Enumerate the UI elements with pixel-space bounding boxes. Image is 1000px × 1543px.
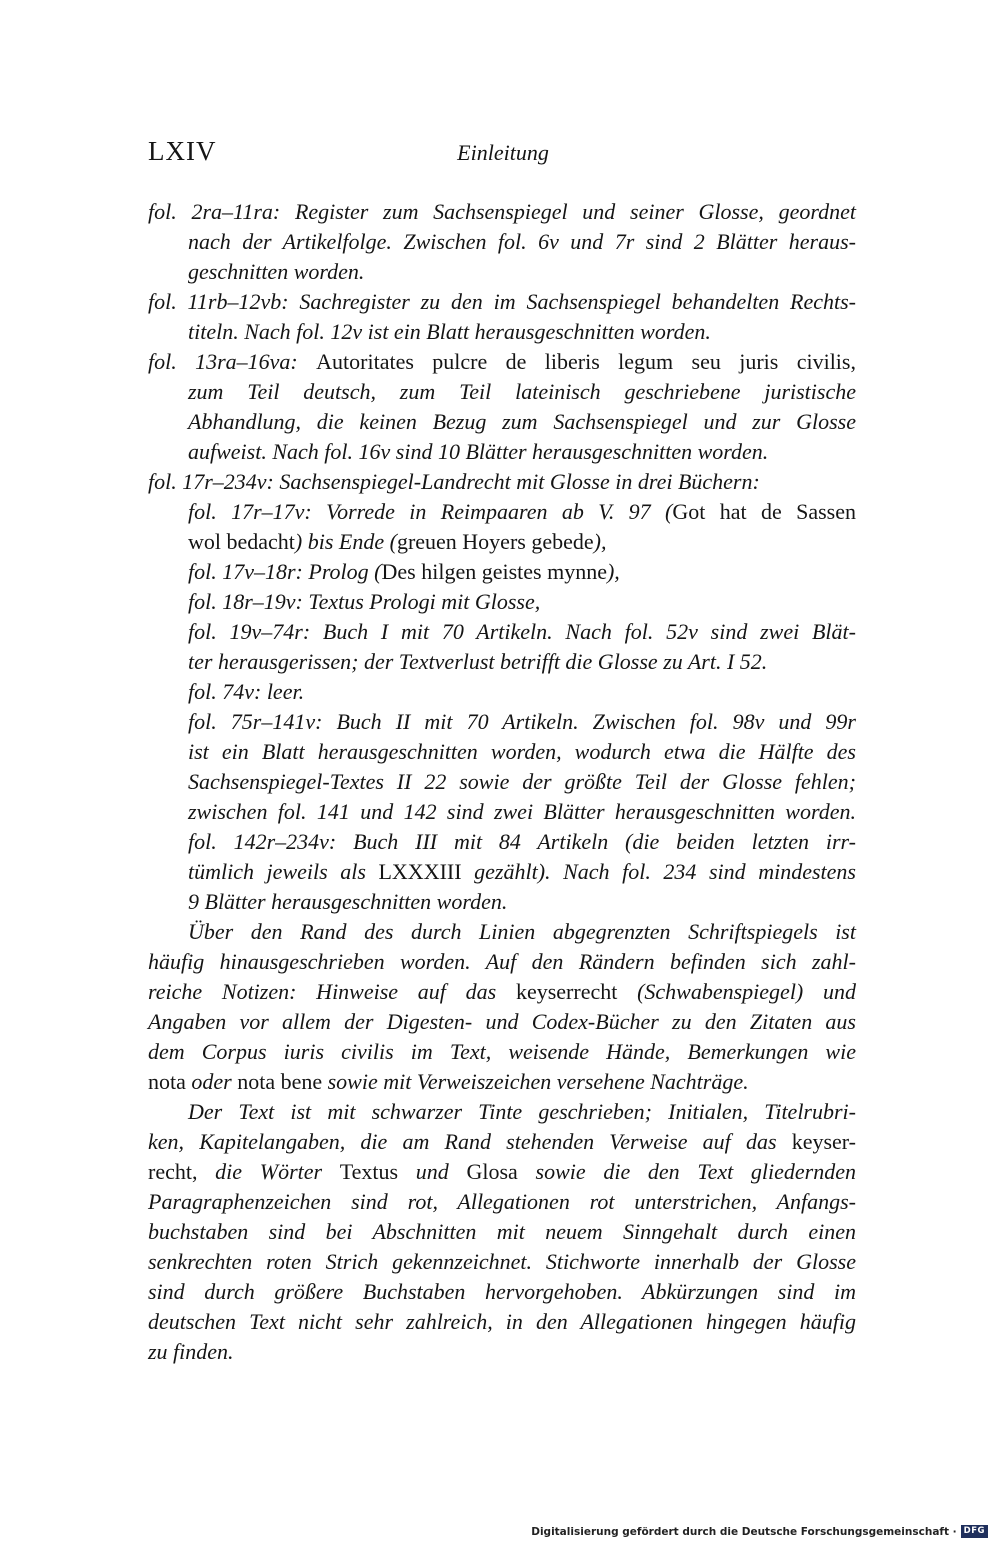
text-line [148,197,856,227]
italic-text-segment: ken, Kapitelangaben, die am Rand stehenden Verweise auf das [148,1129,792,1154]
italic-text-segment: (Schwabenspiegel) und [617,979,856,1004]
italic-text-segment: nach der Artikelfolge. Zwischen fol. 6v und 7r sind 2 Blätter heraus- [188,229,856,254]
roman-text-segment: wol bedacht [188,529,295,554]
roman-text-segment: keyser- [791,1129,856,1154]
italic-text-segment: sowie mit Verweiszeichen versehene Nachträge. [322,1069,749,1094]
text-line [188,497,856,527]
italic-text-segment: Angaben vor allem der Digesten- und Codex-Bücher zu den Zitaten aus [148,1009,856,1034]
text-line [148,1247,856,1277]
text-line [188,1097,856,1127]
italic-text-segment: fol. 11rb–12vb: Sachregister zu den im Sachsenspiegel behandelten Rechts- [148,289,856,314]
italic-text-segment: oder [185,1069,238,1094]
roman-text-segment: greuen Hoyers gebede [396,529,594,554]
text-line [188,377,856,407]
italic-text-segment: fol. 18r–19v: Textus Prologi mit Glosse, [188,589,541,614]
italic-text-segment: die Wörter [197,1159,340,1184]
italic-text-segment: Der Text ist mit schwarzer Tinte geschrieben; Initialen, Titelrubri- [188,1099,856,1124]
text-line [188,527,856,557]
text-line [188,887,856,917]
text-line [148,1337,856,1367]
italic-text-segment: ter herausgerissen; der Textverlust betrifft die Glosse zu Art. I 52. [188,649,768,674]
text-line [188,587,856,617]
text-line [148,287,856,317]
italic-text-segment: fol. 142r–234v: Buch III mit 84 Artikeln (die beiden letzten irr- [188,829,856,854]
roman-text-segment: nota bene [237,1069,323,1094]
text-line [188,617,856,647]
italic-text-segment: gezählt). Nach fol. 234 sind mindestens [461,859,856,884]
italic-text-segment: fol. 74v: leer. [188,679,305,704]
text-line [148,1217,856,1247]
italic-text-segment: ) bis Ende ( [294,529,397,554]
italic-text-segment: fol. 19v–74r: Buch I mit 70 Artikeln. Nach fol. 52v sind zwei Blät- [188,619,856,644]
italic-text-segment: dem Corpus iuris civilis im Text, weisende Hände, Bemerkungen wie [148,1039,856,1064]
italic-text-segment: reiche Notizen: Hinweise auf das [148,979,516,1004]
text-line [148,467,856,497]
roman-text-segment: nota [148,1069,186,1094]
text-line [148,1067,856,1097]
italic-text-segment: zwischen fol. 141 und 142 sind zwei Blätter herausgeschnitten worden. [188,799,856,824]
text-line [188,857,856,887]
text-line [148,1307,856,1337]
roman-text-segment: LXXXIII [378,859,462,884]
text-line [148,1007,856,1037]
text-line [148,347,856,377]
italic-text-segment: sowie die den Text gliedernden [517,1159,856,1184]
text-line [188,707,856,737]
italic-text-segment: fol. 13ra–16va: [148,349,317,374]
text-line [188,227,856,257]
italic-text-segment: fol. 75r–141v: Buch II mit 70 Artikeln. Zwischen fol. 98v und 99r [188,709,856,734]
roman-text-segment: Glosa [466,1159,518,1184]
italic-text-segment: ist ein Blatt herausgeschnitten worden, wodurch etwa die Hälfte des [188,739,856,764]
text-line [148,1127,856,1157]
italic-text-segment: fol. 17r–234v: Sachsenspiegel-Landrecht mit Glosse in drei Büchern: [148,469,760,494]
credit-text: Digitalisierung gefördert durch die Deutsche Forschungsgemeinschaft · [531,1525,957,1538]
page-body [0,197,1000,1367]
text-line [148,947,856,977]
roman-text-segment: Autoritates pulcre de liberis legum seu juris civilis, [316,349,856,374]
italic-text-segment: deutschen Text nicht sehr zahlreich, in den Allegationen hingegen häufig [148,1309,856,1334]
italic-text-segment: Paragraphenzeichen sind rot, Allegationen rot unterstrichen, Anfangs- [148,1189,856,1214]
page-number: LXIV [148,136,217,166]
running-title: Einleitung [457,140,549,165]
italic-text-segment: fol. 2ra–11ra: Register zum Sachsenspiegel und seiner Glosse, geordnet [148,199,856,224]
italic-text-segment: tümlich jeweils als [188,859,379,884]
italic-text-segment: geschnitten worden. [188,259,365,284]
dfg-logo: DFG [961,1525,988,1538]
roman-text-segment: recht, [148,1159,198,1184]
italic-text-segment: sind durch größere Buchstaben hervorgehoben. Abkürzungen sind im [148,1279,856,1304]
italic-text-segment: 9 Blätter herausgeschnitten worden. [188,889,508,914]
roman-text-segment: Got hat de Sassen [672,499,857,524]
italic-text-segment: häufig hinausgeschrieben worden. Auf den Rändern befinden sich zahl- [148,949,856,974]
italic-text-segment: und [398,1159,467,1184]
text-line [188,557,856,587]
text-line [148,1157,856,1187]
text-line [188,737,856,767]
text-line [188,827,856,857]
text-line [148,1037,856,1067]
italic-text-segment: Abhandlung, die keinen Bezug zum Sachsenspiegel und zur Glosse [188,409,856,434]
italic-text-segment: titeln. Nach fol. 12v ist ein Blatt herausgeschnitten worden. [188,319,711,344]
italic-text-segment: fol. 17v–18r: Prolog ( [188,559,382,584]
italic-text-segment: fol. 17r–17v: Vorrede in Reimpaaren ab V. 97 ( [188,499,673,524]
text-line [188,437,856,467]
italic-text-segment: Über den Rand des durch Linien abgegrenzten Schriftspiegels ist [188,919,856,944]
roman-text-segment: Textus [339,1159,399,1184]
roman-text-segment: keyserrecht [515,979,618,1004]
text-line [148,977,856,1007]
text-line [188,647,856,677]
italic-text-segment: senkrechten roten Strich gekennzeichnet. Stichworte innerhalb der Glosse [148,1249,856,1274]
text-line [188,797,856,827]
italic-text-segment: aufweist. Nach fol. 16v sind 10 Blätter herausgeschnitten worden. [188,439,769,464]
italic-text-segment: ), [606,559,620,584]
text-line [188,677,856,707]
italic-text-segment: zum Teil deutsch, zum Teil lateinisch geschriebene juristische [188,379,856,404]
italic-text-segment: buchstaben sind bei Abschnitten mit neuem Sinngehalt durch einen [148,1219,856,1244]
roman-text-segment: Des hilgen geistes mynne [381,559,607,584]
text-line [148,1277,856,1307]
digitization-credit [531,1525,988,1538]
text-line [188,767,856,797]
text-line [188,917,856,947]
italic-text-segment: ), [593,529,607,554]
text-line [188,317,856,347]
text-line [188,257,856,287]
italic-text-segment: Sachsenspiegel-Textes II 22 sowie der größte Teil der Glosse fehlen; [188,769,856,794]
text-line [188,407,856,437]
italic-text-segment: zu finden. [148,1339,234,1364]
text-line [148,1187,856,1217]
